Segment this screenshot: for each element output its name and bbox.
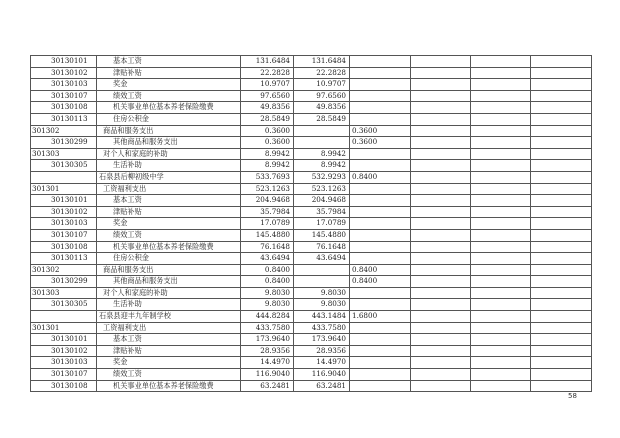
project-expenditure-cell: 0.8400: [350, 171, 411, 183]
basic-expenditure-cell: [294, 125, 350, 137]
item-name-cell: 津贴补贴: [97, 67, 241, 79]
table-row: [31, 229, 592, 241]
account-code-cell: 301301: [31, 183, 97, 195]
empty-cell: [411, 229, 471, 241]
empty-cell: [531, 137, 592, 149]
basic-expenditure-cell: 35.7984: [294, 206, 350, 218]
basic-expenditure-cell: 116.9040: [294, 369, 350, 381]
total-amount-cell: 22.2828: [241, 67, 294, 79]
item-name-cell: 奖金: [97, 79, 241, 91]
table-row: [31, 79, 592, 91]
project-expenditure-cell: [350, 241, 411, 253]
account-code-cell: 301303: [31, 287, 97, 299]
empty-cell: [531, 345, 592, 357]
empty-cell: [471, 171, 531, 183]
empty-cell: [471, 90, 531, 102]
empty-cell: [531, 90, 592, 102]
project-expenditure-cell: [350, 195, 411, 207]
item-name-cell: 机关事业单位基本养老保险缴费: [97, 102, 241, 114]
empty-cell: [531, 195, 592, 207]
account-code-cell: 30130299: [31, 137, 97, 149]
empty-cell: [471, 276, 531, 288]
account-code-cell: 30130103: [31, 79, 97, 91]
empty-cell: [411, 253, 471, 265]
basic-expenditure-cell: [294, 137, 350, 149]
project-expenditure-cell: [350, 148, 411, 160]
table-row: [31, 206, 592, 218]
budget-expenditure-table: [30, 55, 592, 392]
empty-cell: [411, 67, 471, 79]
item-name-cell: 津贴补贴: [97, 345, 241, 357]
project-expenditure-cell: [350, 160, 411, 172]
total-amount-cell: 444.8284: [241, 311, 294, 323]
account-code-cell: 301303: [31, 148, 97, 160]
basic-expenditure-cell: 76.1648: [294, 241, 350, 253]
empty-cell: [531, 357, 592, 369]
project-expenditure-cell: [350, 183, 411, 195]
account-code-cell: 30130107: [31, 90, 97, 102]
basic-expenditure-cell: 8.9942: [294, 160, 350, 172]
item-name-cell: 绩效工资: [97, 369, 241, 381]
item-name-cell: 津贴补贴: [97, 206, 241, 218]
table-row: [31, 148, 592, 160]
table-row: [31, 357, 592, 369]
total-amount-cell: 0.3600: [241, 125, 294, 137]
table-row: [31, 380, 592, 392]
account-code-cell: 30130305: [31, 160, 97, 172]
empty-cell: [531, 380, 592, 392]
budget-table-sheet: [30, 55, 591, 392]
table-row: [31, 345, 592, 357]
empty-cell: [531, 113, 592, 125]
total-amount-cell: 97.6560: [241, 90, 294, 102]
empty-cell: [411, 380, 471, 392]
item-name-cell: 对个人和家庭的补助: [97, 287, 241, 299]
item-name-cell: 其他商品和服务支出: [97, 276, 241, 288]
table-row: [31, 102, 592, 114]
empty-cell: [471, 102, 531, 114]
item-name-cell: 工资福利支出: [97, 322, 241, 334]
empty-cell: [411, 357, 471, 369]
account-code-cell: 301302: [31, 264, 97, 276]
item-name-cell: 住房公积金: [97, 253, 241, 265]
total-amount-cell: 0.8400: [241, 264, 294, 276]
project-expenditure-cell: 0.8400: [350, 264, 411, 276]
account-code-cell: [31, 171, 97, 183]
empty-cell: [531, 183, 592, 195]
basic-expenditure-cell: 9.8030: [294, 287, 350, 299]
empty-cell: [531, 125, 592, 137]
basic-expenditure-cell: 443.1484: [294, 311, 350, 323]
table-row: [31, 276, 592, 288]
item-name-cell: 石泉县迎丰九年制学校: [97, 311, 241, 323]
project-expenditure-cell: 0.8400: [350, 276, 411, 288]
project-expenditure-cell: [350, 79, 411, 91]
empty-cell: [531, 67, 592, 79]
empty-cell: [471, 183, 531, 195]
table-row: [31, 241, 592, 253]
empty-cell: [411, 125, 471, 137]
item-name-cell: 绩效工资: [97, 90, 241, 102]
project-expenditure-cell: [350, 206, 411, 218]
item-name-cell: 奖金: [97, 357, 241, 369]
page-number: 58: [568, 392, 577, 400]
account-code-cell: 30130103: [31, 218, 97, 230]
item-name-cell: 其他商品和服务支出: [97, 137, 241, 149]
empty-cell: [471, 148, 531, 160]
project-expenditure-cell: [350, 253, 411, 265]
empty-cell: [531, 171, 592, 183]
table-row: [31, 195, 592, 207]
empty-cell: [471, 253, 531, 265]
account-code-cell: 30130102: [31, 345, 97, 357]
total-amount-cell: 49.8356: [241, 102, 294, 114]
empty-cell: [411, 195, 471, 207]
total-amount-cell: 28.5849: [241, 113, 294, 125]
total-amount-cell: 0.3600: [241, 137, 294, 149]
table-row: [31, 311, 592, 323]
empty-cell: [471, 67, 531, 79]
empty-cell: [531, 369, 592, 381]
total-amount-cell: 35.7984: [241, 206, 294, 218]
empty-cell: [411, 369, 471, 381]
table-row: [31, 125, 592, 137]
item-name-cell: 石泉县后柳初级中学: [97, 171, 241, 183]
empty-cell: [411, 137, 471, 149]
project-expenditure-cell: [350, 229, 411, 241]
empty-cell: [531, 160, 592, 172]
empty-cell: [471, 206, 531, 218]
project-expenditure-cell: [350, 357, 411, 369]
basic-expenditure-cell: 173.9640: [294, 334, 350, 346]
total-amount-cell: 433.7580: [241, 322, 294, 334]
basic-expenditure-cell: 49.8356: [294, 102, 350, 114]
empty-cell: [531, 218, 592, 230]
basic-expenditure-cell: 14.4970: [294, 357, 350, 369]
table-row: [31, 113, 592, 125]
basic-expenditure-cell: 17.0789: [294, 218, 350, 230]
account-code-cell: 30130299: [31, 276, 97, 288]
item-name-cell: 商品和服务支出: [97, 264, 241, 276]
item-name-cell: 基本工资: [97, 334, 241, 346]
table-row: [31, 369, 592, 381]
total-amount-cell: 145.4880: [241, 229, 294, 241]
empty-cell: [471, 369, 531, 381]
total-amount-cell: 204.9468: [241, 195, 294, 207]
empty-cell: [471, 218, 531, 230]
table-row: [31, 67, 592, 79]
empty-cell: [471, 334, 531, 346]
empty-cell: [411, 345, 471, 357]
total-amount-cell: 8.9942: [241, 148, 294, 160]
empty-cell: [531, 334, 592, 346]
account-code-cell: 30130113: [31, 113, 97, 125]
table-row: [31, 137, 592, 149]
basic-expenditure-cell: 131.6484: [294, 56, 350, 68]
account-code-cell: 30130107: [31, 369, 97, 381]
basic-expenditure-cell: 97.6560: [294, 90, 350, 102]
total-amount-cell: 116.9040: [241, 369, 294, 381]
item-name-cell: 绩效工资: [97, 229, 241, 241]
empty-cell: [411, 264, 471, 276]
project-expenditure-cell: [350, 322, 411, 334]
project-expenditure-cell: [350, 299, 411, 311]
table-row: [31, 299, 592, 311]
account-code-cell: [31, 311, 97, 323]
account-code-cell: 30130108: [31, 241, 97, 253]
table-row: [31, 171, 592, 183]
total-amount-cell: 533.7693: [241, 171, 294, 183]
basic-expenditure-cell: 204.9468: [294, 195, 350, 207]
table-row: [31, 183, 592, 195]
table-row: [31, 56, 592, 68]
table-body: [31, 56, 592, 392]
item-name-cell: 生活补助: [97, 299, 241, 311]
empty-cell: [411, 113, 471, 125]
project-expenditure-cell: 0.3600: [350, 137, 411, 149]
total-amount-cell: 63.2481: [241, 380, 294, 392]
empty-cell: [531, 79, 592, 91]
empty-cell: [471, 241, 531, 253]
empty-cell: [411, 79, 471, 91]
empty-cell: [531, 229, 592, 241]
empty-cell: [471, 345, 531, 357]
item-name-cell: 对个人和家庭的补助: [97, 148, 241, 160]
basic-expenditure-cell: 28.5849: [294, 113, 350, 125]
table-row: [31, 253, 592, 265]
empty-cell: [471, 229, 531, 241]
empty-cell: [471, 299, 531, 311]
empty-cell: [411, 334, 471, 346]
basic-expenditure-cell: 22.2828: [294, 67, 350, 79]
empty-cell: [411, 206, 471, 218]
basic-expenditure-cell: 28.9356: [294, 345, 350, 357]
empty-cell: [411, 148, 471, 160]
account-code-cell: 30130101: [31, 195, 97, 207]
item-name-cell: 机关事业单位基本养老保险缴费: [97, 241, 241, 253]
empty-cell: [471, 160, 531, 172]
total-amount-cell: 0.8400: [241, 276, 294, 288]
total-amount-cell: 76.1648: [241, 241, 294, 253]
project-expenditure-cell: 1.6800: [350, 311, 411, 323]
project-expenditure-cell: [350, 369, 411, 381]
empty-cell: [531, 148, 592, 160]
basic-expenditure-cell: 63.2481: [294, 380, 350, 392]
total-amount-cell: 14.4970: [241, 357, 294, 369]
empty-cell: [471, 264, 531, 276]
empty-cell: [471, 287, 531, 299]
empty-cell: [411, 183, 471, 195]
item-name-cell: 基本工资: [97, 56, 241, 68]
empty-cell: [531, 206, 592, 218]
empty-cell: [411, 90, 471, 102]
empty-cell: [471, 357, 531, 369]
account-code-cell: 30130103: [31, 357, 97, 369]
empty-cell: [531, 322, 592, 334]
empty-cell: [411, 102, 471, 114]
table-row: [31, 90, 592, 102]
item-name-cell: 机关事业单位基本养老保险缴费: [97, 380, 241, 392]
account-code-cell: 301301: [31, 322, 97, 334]
project-expenditure-cell: [350, 334, 411, 346]
basic-expenditure-cell: 8.9942: [294, 148, 350, 160]
item-name-cell: 住房公积金: [97, 113, 241, 125]
total-amount-cell: 173.9640: [241, 334, 294, 346]
table-row: [31, 334, 592, 346]
total-amount-cell: 10.9707: [241, 79, 294, 91]
account-code-cell: 30130108: [31, 102, 97, 114]
basic-expenditure-cell: 433.7580: [294, 322, 350, 334]
empty-cell: [531, 264, 592, 276]
empty-cell: [411, 241, 471, 253]
empty-cell: [471, 311, 531, 323]
table-row: [31, 287, 592, 299]
empty-cell: [531, 253, 592, 265]
total-amount-cell: 17.0789: [241, 218, 294, 230]
basic-expenditure-cell: 145.4880: [294, 229, 350, 241]
table-row: [31, 322, 592, 334]
total-amount-cell: 8.9942: [241, 160, 294, 172]
empty-cell: [411, 276, 471, 288]
account-code-cell: 30130305: [31, 299, 97, 311]
empty-cell: [411, 218, 471, 230]
basic-expenditure-cell: 523.1263: [294, 183, 350, 195]
project-expenditure-cell: [350, 113, 411, 125]
item-name-cell: 工资福利支出: [97, 183, 241, 195]
empty-cell: [471, 195, 531, 207]
total-amount-cell: 523.1263: [241, 183, 294, 195]
empty-cell: [411, 311, 471, 323]
project-expenditure-cell: [350, 287, 411, 299]
empty-cell: [471, 125, 531, 137]
empty-cell: [471, 137, 531, 149]
total-amount-cell: 9.8030: [241, 287, 294, 299]
item-name-cell: 商品和服务支出: [97, 125, 241, 137]
empty-cell: [531, 287, 592, 299]
empty-cell: [531, 102, 592, 114]
account-code-cell: 30130101: [31, 334, 97, 346]
item-name-cell: 基本工资: [97, 195, 241, 207]
empty-cell: [471, 380, 531, 392]
account-code-cell: 30130102: [31, 206, 97, 218]
project-expenditure-cell: [350, 345, 411, 357]
project-expenditure-cell: [350, 90, 411, 102]
empty-cell: [531, 311, 592, 323]
empty-cell: [471, 113, 531, 125]
total-amount-cell: 9.8030: [241, 299, 294, 311]
empty-cell: [531, 299, 592, 311]
basic-expenditure-cell: 532.9293: [294, 171, 350, 183]
empty-cell: [411, 171, 471, 183]
basic-expenditure-cell: [294, 264, 350, 276]
project-expenditure-cell: 0.3600: [350, 125, 411, 137]
table-row: [31, 160, 592, 172]
total-amount-cell: 131.6484: [241, 56, 294, 68]
account-code-cell: 301302: [31, 125, 97, 137]
item-name-cell: 奖金: [97, 218, 241, 230]
empty-cell: [411, 299, 471, 311]
account-code-cell: 30130102: [31, 67, 97, 79]
empty-cell: [471, 56, 531, 68]
empty-cell: [411, 287, 471, 299]
table-row: [31, 218, 592, 230]
table-row: [31, 264, 592, 276]
account-code-cell: 30130113: [31, 253, 97, 265]
empty-cell: [411, 56, 471, 68]
empty-cell: [531, 276, 592, 288]
basic-expenditure-cell: [294, 276, 350, 288]
basic-expenditure-cell: 9.8030: [294, 299, 350, 311]
project-expenditure-cell: [350, 67, 411, 79]
empty-cell: [531, 56, 592, 68]
basic-expenditure-cell: 43.6494: [294, 253, 350, 265]
empty-cell: [411, 322, 471, 334]
project-expenditure-cell: [350, 102, 411, 114]
basic-expenditure-cell: 10.9707: [294, 79, 350, 91]
total-amount-cell: 28.9356: [241, 345, 294, 357]
empty-cell: [471, 322, 531, 334]
empty-cell: [411, 160, 471, 172]
project-expenditure-cell: [350, 380, 411, 392]
account-code-cell: 30130107: [31, 229, 97, 241]
empty-cell: [471, 79, 531, 91]
account-code-cell: 30130101: [31, 56, 97, 68]
item-name-cell: 生活补助: [97, 160, 241, 172]
project-expenditure-cell: [350, 218, 411, 230]
project-expenditure-cell: [350, 56, 411, 68]
total-amount-cell: 43.6494: [241, 253, 294, 265]
account-code-cell: 30130108: [31, 380, 97, 392]
empty-cell: [531, 241, 592, 253]
